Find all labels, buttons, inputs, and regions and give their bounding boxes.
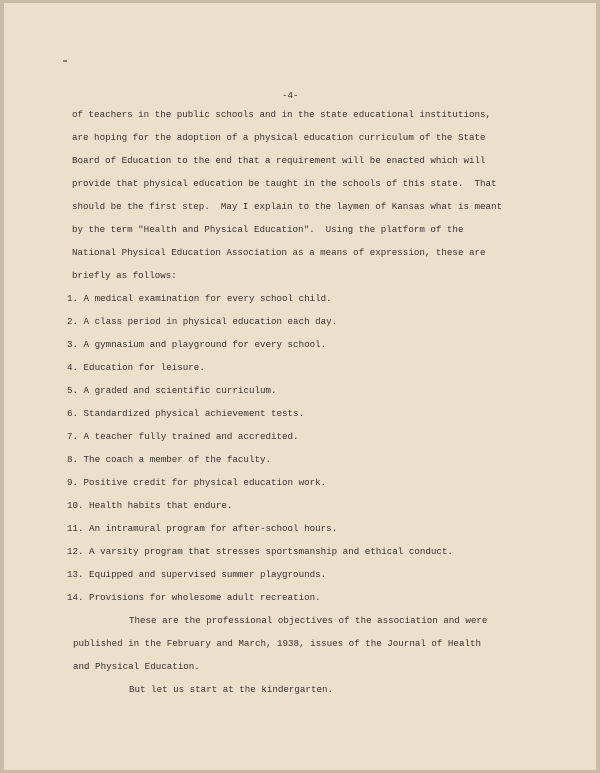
paragraph-line: provide that physical education be taught in the schools of this state. That xyxy=(72,178,497,189)
paragraph-line: by the term "Health and Physical Education". Using the platform of the xyxy=(72,224,464,235)
paragraph-line: published in the February and March, 1938, issues of the Journal of Health xyxy=(73,638,481,649)
paragraph-line: and Physical Education. xyxy=(73,661,200,672)
list-item: 6. Standardized physical achievement tests. xyxy=(67,408,305,419)
list-item: 2. A class period in physical education each day. xyxy=(67,316,338,327)
list-item: 8. The coach a member of the faculty. xyxy=(67,454,271,465)
paragraph-line: National Physical Education Association as a means of expression, these are xyxy=(72,247,486,258)
list-item: 10. Health habits that endure. xyxy=(67,500,233,511)
paragraph-line: But let us start at the kindergarten. xyxy=(129,684,333,695)
paragraph-line: These are the professional objectives of the association and were xyxy=(129,615,488,626)
paper-mark xyxy=(63,60,67,62)
list-item: 11. An intramural program for after-school hours. xyxy=(67,523,338,534)
list-item: 9. Positive credit for physical education work. xyxy=(67,477,327,488)
paragraph-line: Board of Education to the end that a requirement will be enacted which will xyxy=(72,155,486,166)
page-number: -4- xyxy=(282,90,299,101)
list-item: 7. A teacher fully trained and accredited. xyxy=(67,431,299,442)
list-item: 12. A varsity program that stresses sportsmanship and ethical conduct. xyxy=(67,546,453,557)
list-item: 14. Provisions for wholesome adult recreation. xyxy=(67,592,321,603)
paragraph-line: briefly as follows: xyxy=(72,270,177,281)
list-item: 3. A gymnasium and playground for every school. xyxy=(67,339,327,350)
paragraph-line: should be the first step. May I explain to the laymen of Kansas what is meant xyxy=(72,201,503,212)
paragraph-line: of teachers in the public schools and in the state educational institutions, xyxy=(72,109,492,120)
list-item: 1. A medical examination for every school child. xyxy=(67,293,332,304)
paragraph-line: are hoping for the adoption of a physical education curriculum of the State xyxy=(72,132,486,143)
list-item: 5. A graded and scientific curriculum. xyxy=(67,385,277,396)
list-item: 13. Equipped and supervised summer playgrounds. xyxy=(67,569,327,580)
list-item: 4. Education for leisure. xyxy=(67,362,205,373)
